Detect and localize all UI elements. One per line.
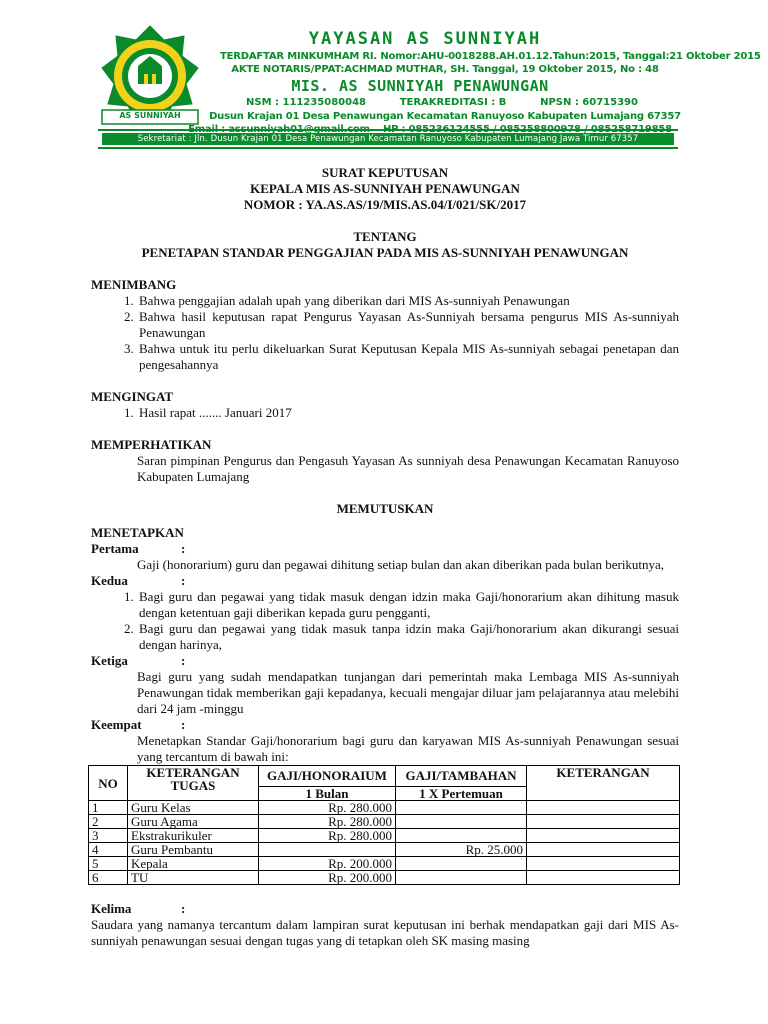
table-row: 6 TU Rp. 200.000 xyxy=(89,871,680,885)
col-gaji-sub: 1 Bulan xyxy=(259,787,396,801)
table-row: 2 Guru Agama Rp. 280.000 xyxy=(89,815,680,829)
document-body xyxy=(91,165,679,949)
pertama-text: Gaji (honorarium) guru dan pegawai dihitung setiap bulan dan akan diberikan pada bulan berikutnya, xyxy=(137,557,665,572)
pertama-label: Pertama : xyxy=(91,541,186,556)
memperhatikan-heading: MEMPERHATIKAN xyxy=(91,437,212,452)
memutuskan-heading: MEMUTUSKAN xyxy=(336,501,434,516)
keempat-text: Menetapkan Standar Gaji/honorarium bagi guru dan karyawan MIS As-sunniyah Penawungan sesuai yang tercantum di bawah ini: xyxy=(137,733,679,764)
list-item: 2. Bahwa hasil keputusan rapat Pengurus Yayasan As-Sunniyah bersama pengurus MIS As-sunniyah Penawungan xyxy=(137,309,679,341)
col-tambahan-sub: 1 X Pertemuan xyxy=(396,787,527,801)
foundation-name: YAYASAN AS SUNNIYAH xyxy=(308,29,542,49)
col-keterangan: KETERANGAN xyxy=(527,766,680,801)
kedua-label: Kedua : xyxy=(91,573,186,588)
col-no: NO xyxy=(89,766,128,801)
registration-line: TERDAFTAR MINKUMHAM RI. Nomor:AHU-0018288.AH.01.12.Tahun:2015, Tanggal:21 Oktober 2015 xyxy=(220,51,761,62)
menimbang-list xyxy=(91,293,679,373)
doc-about: TENTANG xyxy=(353,229,417,244)
list-item: 1. Bahwa penggajian adalah upah yang diberikan dari MIS As-sunniyah Penawungan xyxy=(137,293,679,309)
mengingat-list xyxy=(91,405,679,421)
doc-issuer: KEPALA MIS AS-SUNNIYAH PENAWUNGAN xyxy=(250,181,520,196)
list-item: 1. Hasil rapat ....... Januari 2017 xyxy=(137,405,679,421)
accreditation: TERAKREDITASI : B xyxy=(399,97,507,108)
identity-line xyxy=(200,96,690,110)
nsm: NSM : 111235080048 xyxy=(246,97,366,108)
col-gaji: GAJI/HONORAIUM xyxy=(259,766,396,787)
address-line: Dusun Krajan 01 Desa Penawungan Kecamatan Ranuyoso Kabupaten Lumajang 67357 xyxy=(209,111,681,122)
list-item: 3. Bahwa untuk itu perlu dikeluarkan Surat Keputusan Kepala MIS As-sunniyah sebagai penetapan dan pengesahannya xyxy=(137,341,679,373)
mengingat-heading: MENGINGAT xyxy=(91,389,174,404)
header-rule-top xyxy=(98,129,678,131)
logo-caption: AS SUNNIYAH xyxy=(119,111,181,120)
table-row: 1 Guru Kelas Rp. 280.000 xyxy=(89,801,680,815)
ketiga-label: Ketiga : xyxy=(91,653,186,668)
ketiga-text: Bagi guru yang sudah mendapatkan tunjangan dari pemerintah maka Lembaga MIS As-sunniyah Penawungan tidak memberikan gaji kepadanya, kecuali mengajar diluar jam pelajarannya atau melebihi dari 24 jam -minggu xyxy=(137,669,679,716)
list-item: 1. Bagi guru dan pegawai yang tidak masuk dengan idzin maka Gaji/honorarium akan dihitung masuk dengan ketentuan gaji diberikan kepada guru pengganti, xyxy=(137,589,679,621)
doc-subject: PENETAPAN STANDAR PENGGAJIAN PADA MIS AS-SUNNIYAH PENAWUNGAN xyxy=(141,245,629,260)
doc-number: NOMOR : YA.AS.AS/19/MIS.AS.04/I/021/SK/2017 xyxy=(243,197,527,212)
kelima-label: Kelima : xyxy=(91,901,186,916)
menimbang-heading: MENIMBANG xyxy=(91,277,177,292)
school-name: MIS. AS SUNNIYAH PENAWUNGAN xyxy=(291,77,549,95)
table-row: 5 Kepala Rp. 200.000 xyxy=(89,857,680,871)
kelima-text: Saudara yang namanya tercantum dalam lampiran surat keputusan ini berhak mendapatkan gaji dari MIS As-sunniyah penawungan sesuai dengan tugas yang di tetapkan oleh SK masing masing xyxy=(91,917,679,948)
notary-line: AKTE NOTARIS/PPAT:ACHMAD MUTHAR, SH. Tanggal, 19 Oktober 2015, No : 48 xyxy=(231,64,659,75)
table-row: 3 Ekstrakurikuler Rp. 280.000 xyxy=(89,829,680,843)
memperhatikan-text: Saran pimpinan Pengurus dan Pengasuh Yayasan As sunniyah desa Penawungan Kecamatan Ranuyoso Kabupaten Lumajang xyxy=(137,453,679,484)
salary-table xyxy=(88,765,680,885)
header-rule-bottom xyxy=(98,147,678,149)
col-keterangan-tugas: KETERANGAN TUGAS xyxy=(128,766,259,801)
npsn: NPSN : 60715390 xyxy=(540,97,638,108)
letterhead-text xyxy=(200,28,761,136)
keempat-label: Keempat : xyxy=(91,717,186,732)
menetapkan-heading: MENETAPKAN xyxy=(91,525,184,540)
col-tambahan: GAJI/TAMBAHAN xyxy=(396,766,527,787)
list-item: 2. Bagi guru dan pegawai yang tidak masuk tanpa idzin maka Gaji/honorarium akan dikurangi sesuai dengan harinya, xyxy=(137,621,679,653)
table-row: 4 Guru Pembantu Rp. 25.000 xyxy=(89,843,680,857)
secretariat-band: Sekretariat : Jln. Dusun Krajan 01 Desa Penawungan Kecamatan Ranuyoso Kabupaten Lumajang Jawa Timur 67357 xyxy=(102,133,674,145)
kedua-list xyxy=(91,589,679,653)
doc-title: SURAT KEPUTUSAN xyxy=(321,165,449,180)
